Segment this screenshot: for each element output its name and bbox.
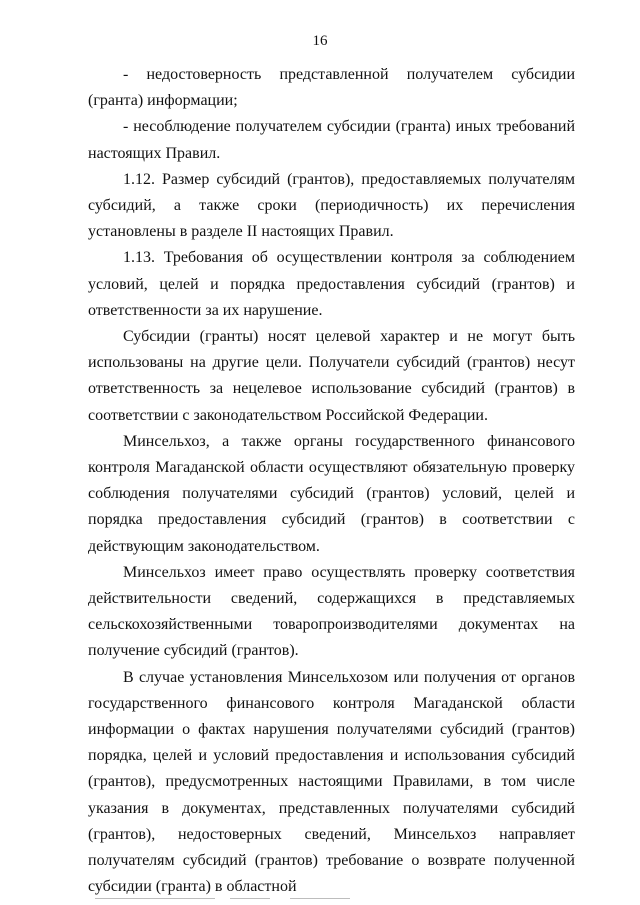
scan-artifact-line [95, 898, 215, 899]
paragraph-1-13-control-requirements: 1.13. Требования об осуществлении контроля за соблюдением условий, целей и порядка предоставления субсидий (грантов) и ответственности за их нарушение. [88, 249, 575, 319]
scan-artifact-line [290, 898, 350, 899]
paragraph-1-12-subsidy-size: 1.12. Размер субсидий (грантов), предоставляемых получателям субсидий, а также сроки (периодичность) их перечисления установлены в разделе II настоящих Правил. [88, 170, 575, 241]
scan-artifact-line [230, 898, 270, 899]
paragraph-noncompliance: - несоблюдение получателем субсидии (гранта) иных требований настоящих Правил. [88, 118, 575, 162]
paragraph-targeted-use: Субсидии (гранты) носят целевой характер и не могут быть использованы на другие цели. Получатели субсидий (грантов) несут ответственность за нецелевое использование субсидий (грантов) в соответствии с законодательством Российской Федерации. [88, 328, 575, 424]
paragraph-mandatory-check: Минсельхоз, а также органы государственного финансового контроля Магаданской области осуществляют обязательную проверку соблюдения получателями субсидий (грантов) условий, целей и порядка предоставления субсидий (грантов) в соответствии с действующим законодательством. [88, 432, 575, 555]
document-body [88, 62, 575, 901]
paragraph-unreliable-info: - недостоверность представленной получателем субсидии (гранта) информации; [88, 66, 575, 110]
page-number: 16 [312, 33, 328, 49]
paragraph-right-to-verify: Минсельхоз имеет право осуществлять проверку соответствия действительности сведений, содержащихся в представляемых сельскохозяйственными товаропроизводителями документах на получение субсидий (грантов). [88, 563, 575, 660]
paragraph-refund-requirement: В случае установления Минсельхозом или получения от органов государственного финансового контроля Магаданской области информации о фактах нарушения получателями субсидий (грантов) порядка, целей и условий предоставления и использования субсидий (грантов), предусмотренных настоящими Правилами, в том числе указания в документах, представленных получателями субсидий (грантов), недостоверных сведений, Минсельхоз направляет получателям субсидий (грантов) требование о возврате полученной субсидии (гранта) в областной [88, 668, 575, 896]
